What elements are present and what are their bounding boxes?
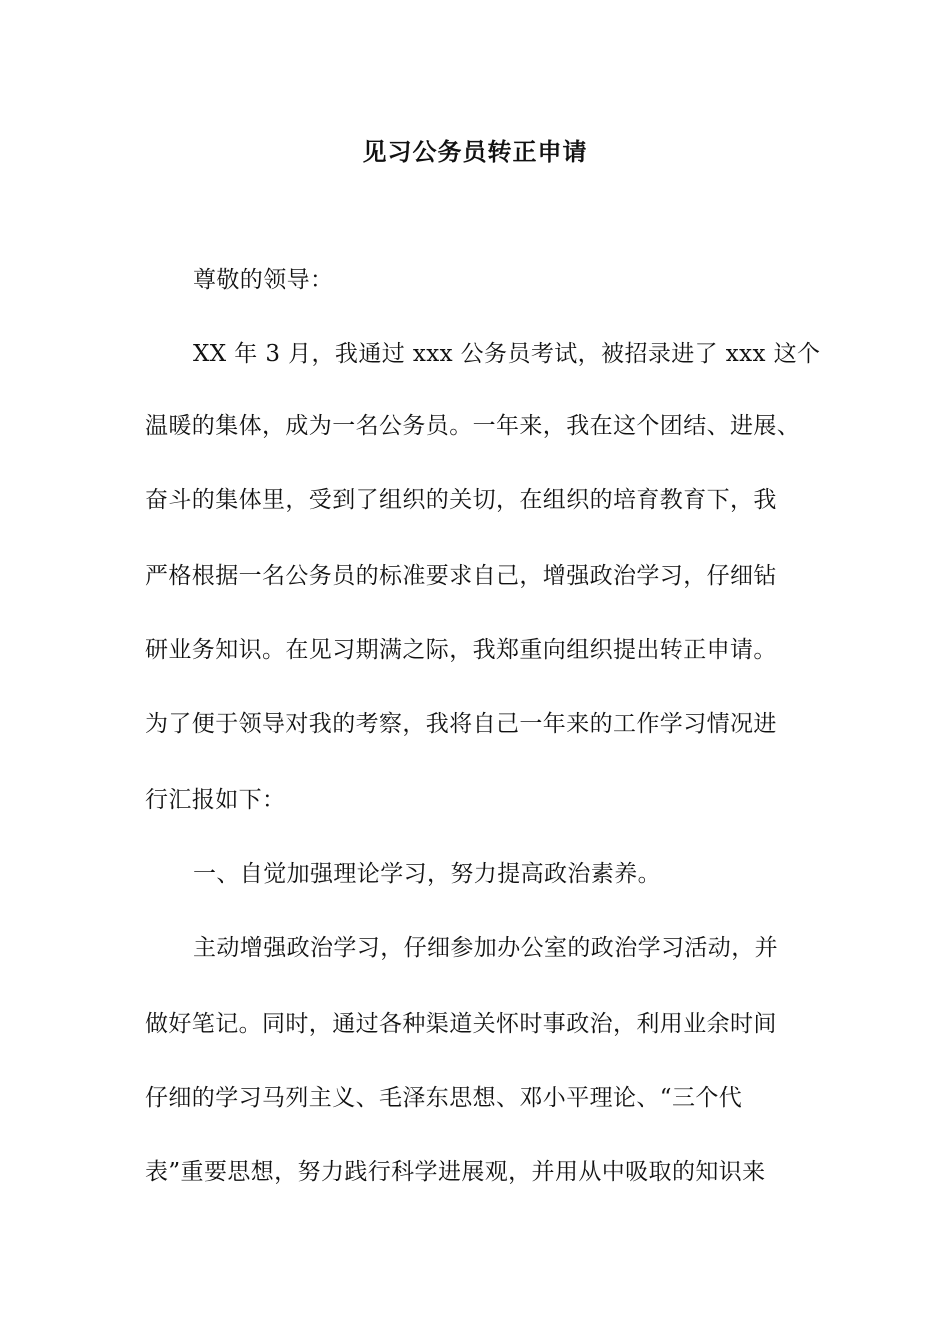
paragraph-line: 主动增强政治学习，仔细参加办公室的政治学习活动，并 <box>193 935 778 961</box>
salutation: 尊敬的领导： <box>193 267 334 293</box>
paragraph-line: 严格根据一名公务员的标准要求自己，增强政治学习，仔细钻 <box>145 563 777 589</box>
paragraph-line: 做好笔记。同时，通过各种渠道关怀时事政治，利用业余时间 <box>145 1011 777 1037</box>
paragraph-line: 奋斗的集体里，受到了组织的关切，在组织的培育教育下，我 <box>145 487 777 513</box>
paragraph-line: 为了便于领导对我的考察，我将自己一年来的工作学习情况进 <box>145 711 777 737</box>
document-title: 见习公务员转正申请 <box>362 138 588 166</box>
paragraph-line: 温暖的集体，成为一名公务员。一年来，我在这个团结、进展、 <box>145 413 801 439</box>
paragraph-line: 行汇报如下： <box>145 787 286 813</box>
paragraph-line: 研业务知识。在见习期满之际，我郑重向组织提出转正申请。 <box>145 637 777 663</box>
paragraph-line: XX 年 3 月，我通过 xxx 公务员考试，被招录进了 xxx 这个 <box>193 341 821 367</box>
paragraph-line: 表”重要思想，努力践行科学进展观，并用从中吸取的知识来 <box>145 1159 766 1185</box>
paragraph-line: 仔细的学习马列主义、毛泽东思想、邓小平理论、“三个代 <box>145 1085 743 1111</box>
section-heading: 一、自觉加强理论学习，努力提高政治素养。 <box>193 861 661 887</box>
